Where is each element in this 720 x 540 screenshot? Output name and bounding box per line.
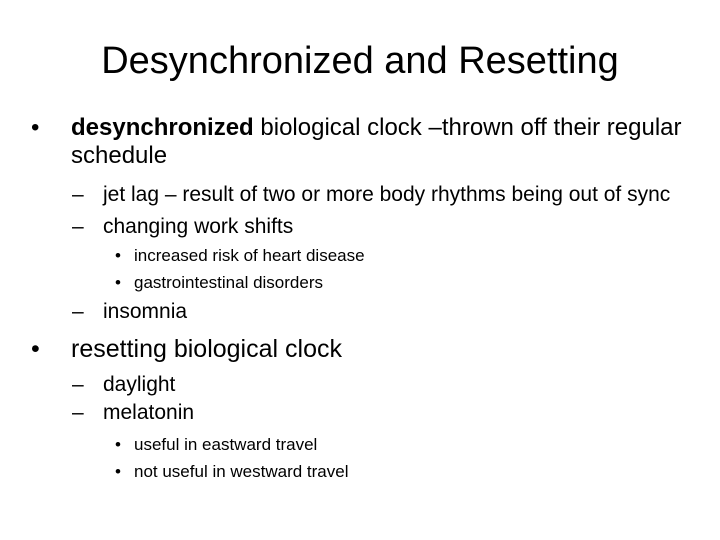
subbullet-jet-lag — [72, 182, 690, 207]
subbullet-melatonin — [72, 400, 690, 425]
subsubbullet-westward — [115, 458, 690, 485]
slide-content — [0, 110, 690, 485]
subbullet-text: daylight — [103, 373, 176, 396]
subbullet-text: insomnia — [103, 300, 188, 323]
subsubbullet-eastward — [115, 431, 690, 458]
subsubbullet-gastro — [115, 269, 690, 296]
dash-marker: – — [72, 300, 84, 323]
subbullet-text: changing work shifts — [103, 215, 294, 238]
bullet-marker: • — [31, 335, 40, 363]
bullet-bold-term: desynchronized — [71, 114, 254, 141]
bullet-desynchronized — [31, 114, 690, 170]
subsubbullet-text: useful in eastward travel — [134, 435, 318, 454]
dash-marker: – — [72, 401, 84, 424]
bullet-text: resetting biological clock — [71, 335, 342, 363]
subbullet-work-shifts — [72, 214, 690, 239]
dash-marker: – — [72, 183, 84, 206]
subbullet-insomnia — [72, 299, 690, 324]
subbullet-daylight — [72, 372, 690, 397]
subsubbullet-text: increased risk of heart disease — [134, 246, 365, 265]
bullet-marker: • — [115, 462, 121, 481]
subsubbullet-text: not useful in westward travel — [134, 462, 349, 481]
bullet-text: biological clock –thrown off their regular schedule — [71, 114, 682, 169]
subsubbullet-text: gastrointestinal disorders — [134, 273, 323, 292]
dash-marker: – — [72, 215, 84, 238]
subsubbullet-heart-disease — [115, 242, 690, 269]
slide-title: Desynchronized and Resetting — [101, 40, 619, 82]
bullet-marker: • — [31, 114, 40, 141]
subbullet-text: melatonin — [103, 401, 195, 424]
bullet-marker: • — [115, 435, 121, 454]
bullet-marker: • — [115, 273, 121, 292]
dash-marker: – — [72, 373, 84, 396]
bullet-marker: • — [115, 246, 121, 265]
bullet-resetting — [31, 334, 690, 364]
subbullet-text: jet lag – result of two or more body rhythms being out of sync — [103, 183, 671, 206]
